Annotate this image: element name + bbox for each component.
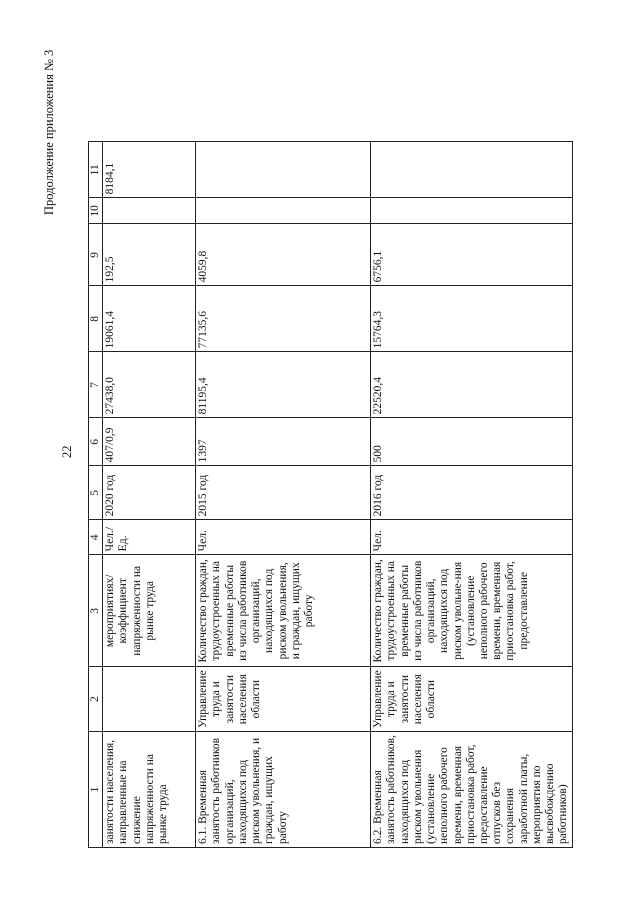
year: 2020 год xyxy=(103,466,196,520)
column-number: 5 xyxy=(89,466,103,520)
column-number: 4 xyxy=(89,520,103,555)
column-number: 9 xyxy=(89,224,103,286)
amount: 8184,1 xyxy=(103,142,196,198)
executor: Управление труда и занятости населения области xyxy=(371,667,572,732)
unit: Чел. xyxy=(196,520,371,555)
amount: 192,5 xyxy=(103,224,196,286)
table-row xyxy=(103,142,196,848)
amount xyxy=(371,142,572,198)
page-number: 22 xyxy=(60,445,74,458)
amount xyxy=(103,198,196,224)
column-number: 11 xyxy=(89,142,103,198)
indicator-value: 1397 xyxy=(196,418,371,466)
appendix-continuation-header: Продолжение приложения № 3 xyxy=(42,49,56,215)
column-number: 2 xyxy=(89,667,103,732)
amount xyxy=(196,142,371,198)
unit: Чел./ Ед. xyxy=(103,520,196,555)
indicator-value: 407/0,9 xyxy=(103,418,196,466)
column-number: 10 xyxy=(89,198,103,224)
amount: 4059,8 xyxy=(196,224,371,286)
table-row xyxy=(371,142,572,848)
amount xyxy=(371,198,572,224)
indicator-name: Количество граждан, трудоустроенных на временные работы из числа работников организаций, находящихся под риском увольне-ния (установление неполного рабочего времени, временная приостановка работ, предоставление xyxy=(371,555,572,667)
column-number: 6 xyxy=(89,418,103,466)
indicator-name: мероприятиях/ коэффициент напряженности на рынке труда xyxy=(103,555,196,667)
amount: 6756,1 xyxy=(371,224,572,286)
table-row xyxy=(196,142,371,848)
column-number-row xyxy=(89,142,103,848)
amount: 15764,3 xyxy=(371,286,572,352)
column-number: 7 xyxy=(89,352,103,418)
total-amount: 81195,4 xyxy=(196,352,371,418)
amount xyxy=(196,198,371,224)
executor: Управление труда и занятости населения области xyxy=(196,667,371,732)
column-number: 1 xyxy=(89,732,103,848)
amount: 19061,4 xyxy=(103,286,196,352)
year: 2016 год xyxy=(371,466,572,520)
executor xyxy=(103,667,196,732)
program-table xyxy=(88,141,573,848)
indicator-value: 500 xyxy=(371,418,572,466)
unit: Чел. xyxy=(371,520,572,555)
indicator-name: Количество граждан, трудоустроенных на временные работы из числа работников организаций, находящихся под риском увольнения, и граждан, ищущих работу xyxy=(196,555,371,667)
measure-name: занятости населения, направленные на снижение напряженности на рынке труда xyxy=(103,732,196,848)
column-number: 3 xyxy=(89,555,103,667)
measure-name: 6.2. Временная занятость работников, находящихся под риском увольнения (установление неполного рабочего времени, временная приостановка работ, предоставление отпусков без сохранения заработной платы, мероприятия по высвобождению работников) xyxy=(371,732,572,848)
measure-name: 6.1. Временная занятость работников организаций, находящихся под риском увольнения, и граждан, ищущих работу xyxy=(196,732,371,848)
column-number: 8 xyxy=(89,286,103,352)
year: 2015 год xyxy=(196,466,371,520)
amount: 77135,6 xyxy=(196,286,371,352)
total-amount: 27438,0 xyxy=(103,352,196,418)
total-amount: 22520,4 xyxy=(371,352,572,418)
